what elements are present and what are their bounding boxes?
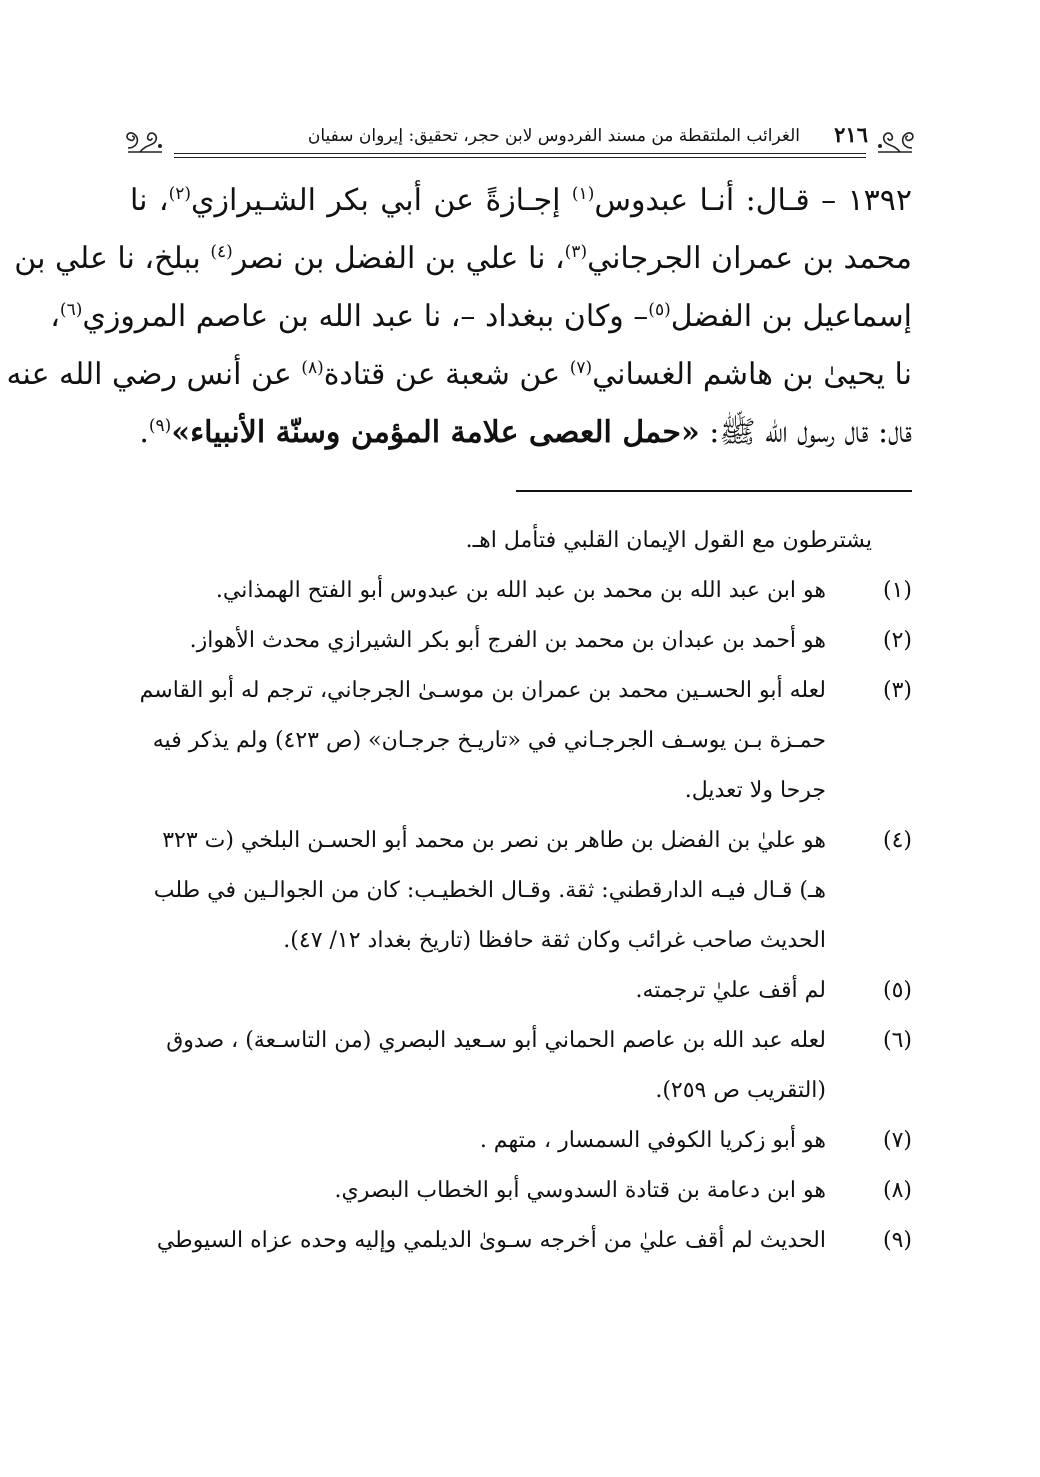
header-ornament-right-icon bbox=[872, 118, 918, 156]
hadith-text: إجـازةً عن أبي بكر الشـيرازي bbox=[191, 183, 572, 218]
hadith-text: ، نا علي بن الفضل بن نصر bbox=[232, 241, 565, 276]
footnote-line: لم أقف عليٰ ترجمته. bbox=[635, 978, 826, 1003]
footnote-number: (٩) bbox=[882, 1228, 912, 1253]
hadith-text: عن أنس رضي الله عنه bbox=[6, 357, 302, 392]
footnote-number: (٦) bbox=[882, 1028, 912, 1053]
footnote-number: (١) bbox=[882, 578, 912, 603]
footnote-item bbox=[130, 616, 912, 666]
footnote-line: (التقريب ص ٢٥٩). bbox=[655, 1078, 826, 1103]
footnote-text bbox=[130, 1016, 826, 1116]
header-rule bbox=[174, 153, 866, 154]
footnote-text bbox=[130, 966, 826, 1016]
hadith-line bbox=[14, 230, 912, 288]
footnote-item bbox=[130, 1216, 912, 1266]
footnote-item bbox=[130, 666, 912, 816]
footnote-text bbox=[130, 816, 826, 966]
footnote-line: حمـزة بـن يوسـف الجرجـاني في «تاريـخ جرجـان» (ص ٤٢٣) ولم يذكر فيه bbox=[152, 728, 826, 753]
footnote-ref[interactable]: (٣) bbox=[564, 242, 588, 262]
running-header bbox=[128, 118, 912, 158]
footnote-number: (٧) bbox=[882, 1128, 912, 1153]
footnote-number: (٥) bbox=[882, 978, 912, 1003]
hadith-text: – وكان ببغداد –، نا عبد الله بن عاصم المروزي bbox=[82, 299, 649, 334]
footnote-separator bbox=[516, 490, 912, 492]
footnote-line: الحديث صاحب غرائب وكان ثقة حافظا (تاريخ بغداد ١٢/ ٤٧). bbox=[283, 928, 826, 953]
footnote-item bbox=[130, 1116, 912, 1166]
footnote-text bbox=[130, 1116, 826, 1166]
footnotes bbox=[130, 516, 912, 1266]
running-header-title: الغرائب الملتقطة من مسند الفردوس لابن حجر، تحقيق: إيروان سفيان bbox=[307, 126, 800, 146]
footnote-number: (٣) bbox=[882, 678, 912, 703]
hadith-text: ببلخ، نا علي بن bbox=[14, 241, 211, 276]
hadith-text: قال: قال رسول الله ﷺ: bbox=[699, 415, 912, 450]
footnote-line: هـ) قـال فيـه الدارقطني: ثقة. وقـال الخطيـب: كان من الجوالـين في طلب bbox=[153, 878, 826, 903]
hadith-text: إسماعيل بن الفضل bbox=[670, 299, 912, 334]
hadith-line bbox=[6, 346, 912, 404]
footnote-line: جرحا ولا تعديل. bbox=[684, 778, 826, 803]
page-number: ٢١٦ bbox=[834, 122, 868, 147]
footnote-number: (٢) bbox=[882, 628, 912, 653]
footnote-ref[interactable]: (٤) bbox=[210, 242, 233, 262]
hadith-line bbox=[130, 404, 912, 462]
footnote-ref[interactable]: (٦) bbox=[59, 300, 83, 320]
footnote-item bbox=[130, 816, 912, 966]
footnote-ref[interactable]: (٨) bbox=[301, 358, 324, 378]
footnote-text bbox=[130, 1166, 826, 1216]
footnote-text bbox=[130, 566, 826, 616]
footnote-text bbox=[130, 666, 826, 816]
footnote-text bbox=[130, 1216, 826, 1266]
hadith-text: عن شعبة عن قتادة bbox=[323, 357, 570, 392]
footnote-line: هو أحمد بن عبدان بن محمد بن الفرج أبو بكر الشيرازي محدث الأهواز. bbox=[189, 628, 826, 653]
hadith-text: محمد بن عمران الجرجاني bbox=[587, 241, 912, 276]
footnote-ref[interactable]: (١) bbox=[571, 184, 595, 204]
footnote-number: (٨) bbox=[882, 1178, 912, 1203]
footnote-line: هو ابن عبد الله بن محمد بن عبد الله بن عبدوس أبو الفتح الهمذاني. bbox=[215, 578, 826, 603]
hadith-text: نا يحيىٰ بن هاشم الغساني bbox=[592, 357, 912, 392]
footnote-item bbox=[130, 966, 912, 1016]
hadith-entry bbox=[6, 172, 913, 462]
footnote-line: هو عليٰ بن الفضل بن طاهر بن نصر بن محمد أبو الحسـن البلخي (ت ٣٢٣ bbox=[162, 828, 826, 853]
footnote-ref[interactable]: (٧) bbox=[569, 358, 593, 378]
footnote-item bbox=[130, 1166, 912, 1216]
hadith-line bbox=[130, 172, 912, 230]
footnote-continuation: يشترطون مع القول الإيمان القلبي فتأمل اهـ. bbox=[465, 528, 872, 553]
footnote-item bbox=[130, 1016, 912, 1116]
hadith-matn: «حمل العصى علامة المؤمن وسنّة الأنبياء» bbox=[171, 415, 700, 450]
footnote-line: الحديث لم أقف عليٰ من أخرجه سـوىٰ الديلمي وإليه وحده عزاه السيوطي bbox=[156, 1228, 826, 1253]
footnote-line: هو ابن دعامة بن قتادة السدوسي أبو الخطاب البصري. bbox=[334, 1178, 826, 1203]
footnote-line: هو أبو زكريا الكوفي السمسار ، متهم . bbox=[479, 1128, 826, 1153]
footnote-item bbox=[130, 566, 912, 616]
footnote-text bbox=[130, 616, 826, 666]
header-rule-secondary bbox=[174, 157, 866, 158]
hadith-text: . bbox=[139, 415, 149, 450]
hadith-text: ، نا bbox=[130, 183, 169, 218]
footnote-ref[interactable]: (٥) bbox=[648, 300, 671, 320]
footnote-line: لعله عبد الله بن عاصم الحماني أبو سـعيد البصري (من التاسـعة) ، صدوق bbox=[166, 1028, 826, 1053]
footnote-ref[interactable]: (٢) bbox=[168, 184, 192, 204]
hadith-text: ١٣٩٢ – قـال: أنـا عبدوس bbox=[594, 183, 913, 218]
footnote-ref[interactable]: (٩) bbox=[148, 416, 172, 436]
hadith-text: ، bbox=[50, 299, 60, 334]
footnote-number: (٤) bbox=[882, 828, 912, 853]
header-ornament-left-icon bbox=[122, 118, 168, 156]
footnote-line: لعله أبو الحسـين محمد بن عمران بن موسـىٰ الجرجاني، ترجم له أبو القاسم bbox=[139, 678, 826, 703]
hadith-line bbox=[50, 288, 912, 346]
